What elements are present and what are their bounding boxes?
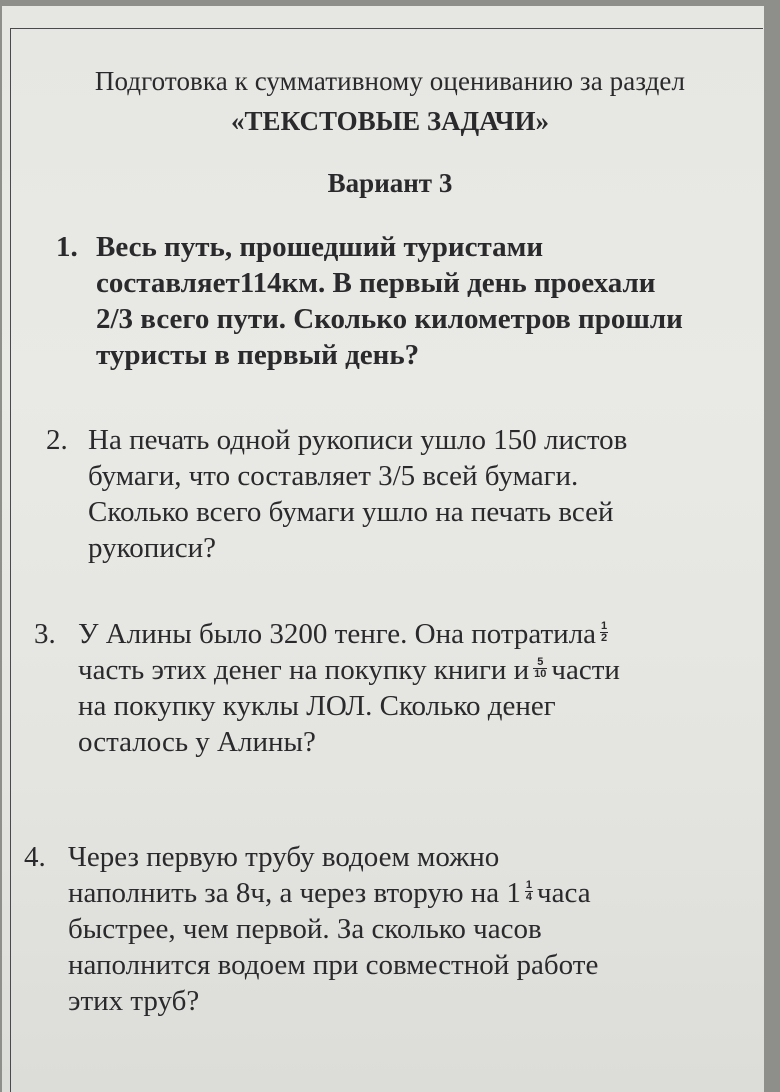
task-text-line: этих труб? bbox=[68, 985, 200, 1017]
fraction bbox=[533, 657, 547, 680]
task-text-line: быстрее, чем первой. За сколько часов bbox=[68, 913, 542, 945]
task-text: У Алины было 3200 тенге. Она потратила bbox=[78, 618, 597, 650]
fraction-numerator: 1 bbox=[601, 619, 608, 632]
section-title: «ТЕКСТОВЫЕ ЗАДАЧИ» bbox=[231, 106, 549, 136]
task-number: 4. bbox=[24, 841, 46, 873]
task-number: 2. bbox=[46, 424, 68, 456]
task-number: 3. bbox=[34, 618, 56, 650]
fraction-denominator: 2 bbox=[601, 631, 608, 644]
task-text-line bbox=[78, 616, 620, 652]
fraction-numerator: 5 bbox=[533, 657, 547, 669]
task-text-line: Сколько всего бумаги ушло на печать всей bbox=[88, 496, 614, 528]
task-text: части bbox=[551, 654, 620, 686]
task-text-line: На печать одной рукописи ушло 150 листов bbox=[88, 424, 628, 456]
task-text-line: осталось у Алины? bbox=[78, 726, 316, 758]
task-text-line: составляет114км. В первый день проехали bbox=[96, 267, 656, 299]
task-text-line bbox=[68, 875, 598, 911]
task-text-line: наполнится водоем при совместной работе bbox=[68, 949, 599, 981]
task-text: часть этих денег на покупку книги и bbox=[78, 654, 530, 686]
fraction-denominator: 10 bbox=[534, 667, 547, 680]
task-text-line: бумаги, что составляет 3/5 всей бумаги. bbox=[88, 460, 579, 492]
variant-label: Вариант 3 bbox=[327, 168, 453, 198]
task-text-line bbox=[78, 652, 620, 688]
task-number: 1. bbox=[56, 231, 78, 263]
fraction-numerator: 1 bbox=[525, 878, 533, 891]
task-text-line: Весь путь, прошедший туристами bbox=[96, 231, 544, 263]
task-text: часа bbox=[537, 877, 591, 909]
task-text-line: 2/3 всего пути. Сколько километров прошли bbox=[96, 303, 683, 335]
task-text-line: Через первую трубу водоем можно bbox=[68, 841, 500, 873]
fraction-denominator: 4 bbox=[525, 890, 533, 903]
fraction bbox=[600, 621, 608, 644]
task-text-line: рукописи? bbox=[88, 532, 217, 564]
task-text-line: на покупку куклы ЛОЛ. Сколько денег bbox=[78, 690, 556, 722]
fraction bbox=[525, 880, 533, 903]
worksheet-title: Подготовка к суммативному оцениванию за раздел bbox=[94, 66, 686, 96]
task-text: наполнить за 8ч, а через вторую на 1 bbox=[68, 877, 521, 909]
task-text-line: туристы в первый день? bbox=[96, 339, 420, 371]
